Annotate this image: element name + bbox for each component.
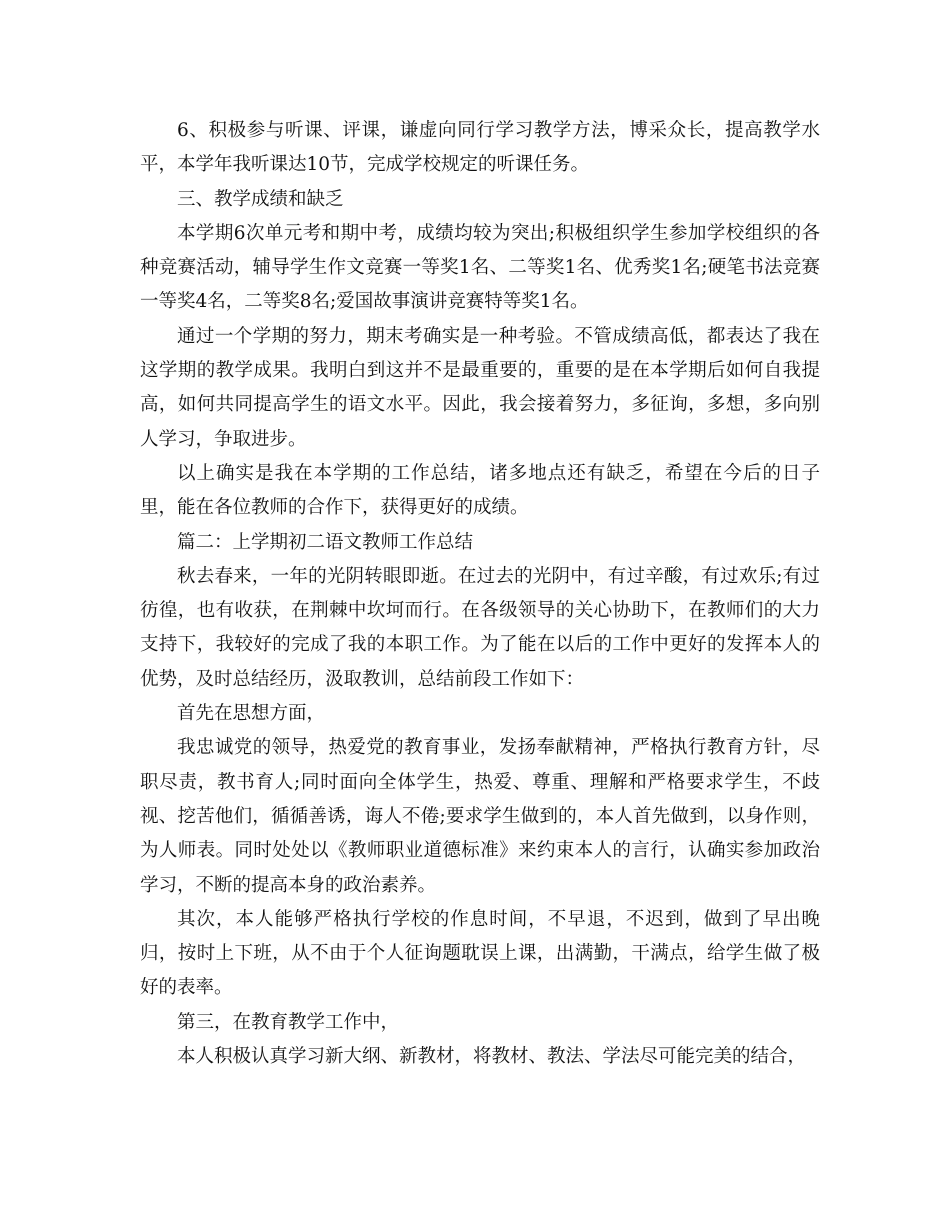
paragraph-ideology: 我忠诚党的领导，热爱党的教育事业，发扬奉献精神，严格执行教育方针，尽职尽责，教书育人;同时面向全体学生，热爱、尊重、理解和严格要求学生，不歧视、挖苦他们，循循善诱，诲人不倦;要求学生做到的，本人首先做到，以身作则，为人师表。同时处处以《教师职业道德标准》来约束本人的言行，认确实参加政治学习，不断的提高本身的政治素养。 bbox=[140, 737, 820, 896]
subheading-teaching-work: 第三，在教育教学工作中， bbox=[177, 1011, 400, 1033]
paragraph-schedule: 其次，本人能够严格执行学校的作息时间，不早退，不迟到，做到了早出晚归，按时上下班，从不由于个人征询题耽误上课，出满勤，干满点，给学生做了极好的表率。 bbox=[140, 908, 820, 999]
part-two-title: 篇二：上学期初二语文教师工作总结 bbox=[177, 531, 474, 553]
paragraph-intro: 秋去春来，一年的光阴转眼即逝。在过去的光阴中，有过辛酸，有过欢乐;有过彷徨，也有收获，在荆棘中坎坷而行。在各级领导的关心协助下，在教师们的大力支持下，我较好的完成了我的本职工作。为了能在以后的工作中更好的发挥本人的优势，及时总结经历，汲取教训，总结前段工作如下： bbox=[140, 565, 820, 690]
section-heading-results: 三、教学成绩和缺乏 bbox=[177, 188, 344, 210]
paragraph-exam-results: 本学期6次单元考和期中考，成绩均较为突出;积极组织学生参加学校组织的各种竞赛活动，辅导学生作文竞赛一等奖1名、二等奖1名、优秀奖1名;硬笔书法竞赛一等奖4名，二等奖8名;爱国故事演讲竞赛特等奖1名。 bbox=[140, 222, 820, 313]
paragraph-summary-closing: 以上确实是我在本学期的工作总结，诸多地点还有缺乏，希望在今后的日子里，能在各位教师的合作下，获得更好的成绩。 bbox=[140, 462, 820, 519]
document-body bbox=[140, 114, 820, 1074]
paragraph-semester-effort: 通过一个学期的努力，期末考确实是一种考验。不管成绩高低，都表达了我在这学期的教学成果。我明白到这并不是最重要的，重要的是在本学期后如何自我提高，如何共同提高学生的语文水平。因此，我会接着努力，多征询，多想，多向别人学习，争取进步。 bbox=[140, 325, 820, 450]
paragraph-new-curriculum: 本人积极认真学习新大纲、新教材，将教材、教法、学法尽可能完美的结合， bbox=[177, 1046, 807, 1068]
paragraph-listening-lessons: 6、积极参与听课、评课，谦虚向同行学习教学方法，博采众长，提高教学水平，本学年我听课达10节，完成学校规定的听课任务。 bbox=[140, 120, 820, 176]
subheading-ideology: 首先在思想方面， bbox=[177, 703, 326, 725]
